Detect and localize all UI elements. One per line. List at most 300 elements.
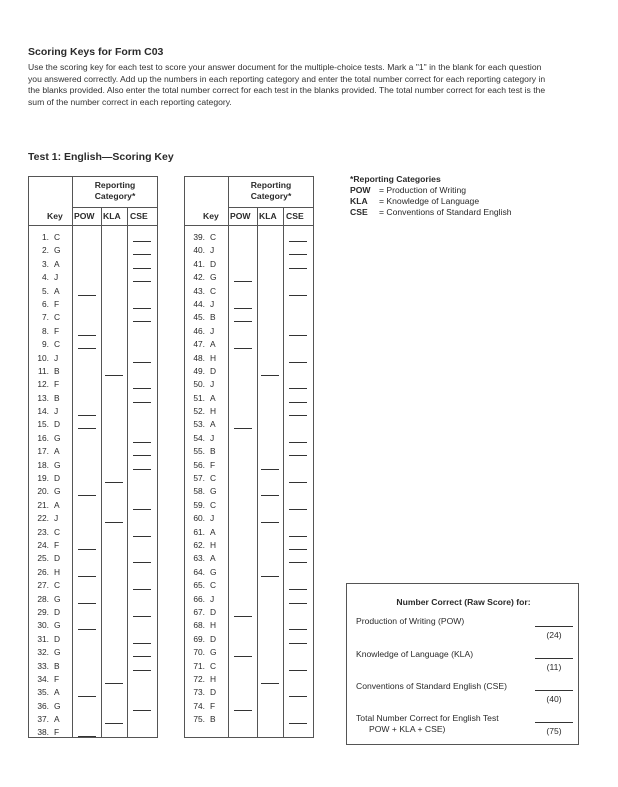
score-blank-cse[interactable]	[133, 442, 151, 443]
question-number: 73.	[193, 687, 205, 698]
answer-row	[28, 286, 158, 299]
question-number: 71.	[193, 660, 205, 671]
answer-key: D	[210, 606, 217, 617]
question-number: 75.	[193, 714, 205, 725]
reporting-category-header: Reporting Category*	[94, 180, 136, 201]
answer-key: A	[54, 687, 60, 698]
score-blank-cse[interactable]	[289, 562, 307, 563]
question-number: 6.	[42, 298, 49, 309]
answer-row	[184, 540, 314, 553]
score-blank-pow[interactable]	[78, 576, 96, 577]
answer-key: D	[54, 473, 61, 484]
answer-key: H	[210, 406, 217, 417]
answer-row	[28, 460, 158, 473]
cse-column-header: CSE	[130, 211, 148, 221]
question-number: 61.	[193, 526, 205, 537]
answer-key: B	[54, 365, 60, 376]
score-blank-pow[interactable]	[78, 629, 96, 630]
question-number: 9.	[42, 339, 49, 350]
question-number: 23.	[37, 526, 49, 537]
question-number: 49.	[193, 365, 205, 376]
answer-key: D	[210, 365, 217, 376]
answer-key: G	[210, 647, 217, 658]
answer-row	[28, 687, 158, 700]
total-max: (75)	[546, 726, 562, 736]
answer-key: A	[54, 258, 60, 269]
question-number: 34.	[37, 673, 49, 684]
key-column-header: Key	[47, 211, 63, 221]
answer-key: G	[54, 700, 61, 711]
score-blank-cse[interactable]	[133, 308, 151, 309]
score-blank-cse[interactable]	[133, 362, 151, 363]
answer-key: C	[54, 232, 61, 242]
score-blank-cse[interactable]	[289, 629, 307, 630]
answer-key: D	[54, 633, 61, 644]
answer-key: G	[210, 566, 217, 577]
score-blank-cse[interactable]	[289, 455, 307, 456]
pow-column-header: POW	[230, 211, 251, 221]
answer-row	[184, 232, 314, 245]
score-blank-kla[interactable]	[261, 375, 279, 376]
answer-row	[184, 299, 314, 312]
answer-row	[28, 245, 158, 258]
kla-column-header: KLA	[259, 211, 277, 221]
score-blank-pow[interactable]	[78, 603, 96, 604]
answer-row	[184, 714, 314, 727]
answer-row	[184, 661, 314, 674]
question-number: 65.	[193, 580, 205, 591]
answer-row	[28, 419, 158, 432]
answer-row	[28, 661, 158, 674]
question-number: 74.	[193, 700, 205, 711]
answer-row	[28, 553, 158, 566]
question-number: 43.	[193, 285, 205, 296]
question-number: 64.	[193, 566, 205, 577]
legend-item-kla: KLA = Knowledge of Language	[350, 196, 480, 206]
answer-key: F	[54, 325, 60, 336]
scoring-key-table-1	[28, 176, 158, 738]
score-blank-cse[interactable]	[289, 509, 307, 510]
answer-key: A	[54, 499, 60, 510]
question-number: 10.	[37, 352, 49, 363]
score-blank-cse[interactable]	[133, 254, 151, 255]
answer-row	[28, 634, 158, 647]
score-blank-pow[interactable]	[78, 295, 96, 296]
score-blank-cse[interactable]	[133, 670, 151, 671]
answer-row	[28, 647, 158, 660]
scoring-key-table-2	[184, 176, 314, 738]
pow-max: (24)	[546, 630, 562, 640]
question-number: 3.	[42, 258, 49, 269]
legend-item-cse: CSE = Conventions of Standard English	[350, 207, 512, 217]
answer-row	[28, 527, 158, 540]
answer-key: A	[54, 446, 60, 457]
answer-key: F	[54, 673, 60, 684]
score-blank-kla[interactable]	[105, 482, 123, 483]
cse-score-blank[interactable]	[535, 690, 573, 691]
answer-row	[184, 379, 314, 392]
question-number: 38.	[37, 727, 49, 738]
answer-key: A	[210, 526, 216, 537]
answer-row	[28, 259, 158, 272]
question-number: 15.	[37, 419, 49, 430]
score-blank-kla[interactable]	[261, 683, 279, 684]
score-blank-cse[interactable]	[289, 335, 307, 336]
answer-row	[184, 460, 314, 473]
answer-row	[184, 366, 314, 379]
score-blank-pow[interactable]	[78, 428, 96, 429]
score-blank-cse[interactable]	[133, 281, 151, 282]
answer-key: F	[54, 539, 60, 550]
answer-row	[184, 687, 314, 700]
page-title: Scoring Keys for Form C03	[28, 46, 164, 58]
score-blank-cse[interactable]	[133, 509, 151, 510]
answer-key: J	[210, 379, 215, 390]
kla-max: (11)	[546, 662, 562, 672]
score-blank-cse[interactable]	[289, 442, 307, 443]
answer-row	[184, 473, 314, 486]
answer-key: G	[54, 486, 61, 497]
score-blank-pow[interactable]	[234, 308, 252, 309]
answer-key: A	[54, 714, 60, 725]
answer-key: D	[210, 633, 217, 644]
question-number: 27.	[37, 580, 49, 591]
answer-key: A	[210, 553, 216, 564]
score-blank-cse[interactable]	[133, 388, 151, 389]
question-number: 40.	[193, 245, 205, 256]
answer-row	[28, 326, 158, 339]
answer-row	[184, 406, 314, 419]
test-title: Test 1: English—Scoring Key	[28, 151, 174, 163]
question-number: 66.	[193, 593, 205, 604]
answer-key: J	[54, 272, 59, 283]
score-blank-pow[interactable]	[78, 335, 96, 336]
question-number: 21.	[37, 499, 49, 510]
question-number: 50.	[193, 379, 205, 390]
answer-row	[28, 379, 158, 392]
number-correct-box	[346, 583, 579, 745]
score-blank-cse[interactable]	[133, 656, 151, 657]
answer-row	[184, 312, 314, 325]
answer-key: C	[210, 285, 217, 296]
question-number: 7.	[42, 312, 49, 323]
answer-key: G	[54, 432, 61, 443]
question-number: 46.	[193, 325, 205, 336]
answer-row	[28, 232, 158, 245]
score-blank-kla[interactable]	[261, 576, 279, 577]
answer-row	[184, 567, 314, 580]
answer-row	[28, 567, 158, 580]
question-number: 72.	[193, 673, 205, 684]
score-blank-kla[interactable]	[105, 723, 123, 724]
score-blank-pow[interactable]	[78, 415, 96, 416]
answer-row	[184, 446, 314, 459]
score-blank-cse[interactable]	[289, 241, 307, 242]
score-blank-cse[interactable]	[133, 241, 151, 242]
answer-key: B	[210, 714, 216, 725]
score-blank-kla[interactable]	[105, 375, 123, 376]
question-number: 59.	[193, 499, 205, 510]
score-blank-cse[interactable]	[289, 643, 307, 644]
score-blank-cse[interactable]	[289, 362, 307, 363]
question-number: 56.	[193, 459, 205, 470]
answer-key: J	[210, 245, 215, 256]
answer-row	[28, 406, 158, 419]
score-blank-pow[interactable]	[78, 549, 96, 550]
score-blank-kla[interactable]	[261, 469, 279, 470]
score-blank-pow[interactable]	[234, 348, 252, 349]
score-blank-pow[interactable]	[234, 616, 252, 617]
answer-row	[184, 259, 314, 272]
score-blank-cse[interactable]	[133, 589, 151, 590]
kla-score-blank[interactable]	[535, 658, 573, 659]
cse-score-label: Conventions of Standard English (CSE)	[356, 681, 507, 691]
question-number: 42.	[193, 272, 205, 283]
question-number: 32.	[37, 647, 49, 658]
answer-key: H	[210, 673, 217, 684]
kla-score-label: Knowledge of Language (KLA)	[356, 649, 474, 659]
score-blank-pow[interactable]	[78, 495, 96, 496]
answer-key: H	[54, 566, 61, 577]
answer-key: G	[54, 245, 61, 256]
question-number: 51.	[193, 392, 205, 403]
answer-row	[184, 353, 314, 366]
score-blank-cse[interactable]	[289, 723, 307, 724]
answer-row	[184, 553, 314, 566]
answer-key: G	[54, 459, 61, 470]
question-number: 44.	[193, 298, 205, 309]
question-number: 52.	[193, 406, 205, 417]
answer-row	[28, 339, 158, 352]
score-blank-pow[interactable]	[234, 281, 252, 282]
answer-key: G	[210, 486, 217, 497]
answer-rows	[28, 232, 158, 741]
answer-row	[184, 647, 314, 660]
answer-key: C	[210, 473, 217, 484]
answer-key: G	[210, 272, 217, 283]
total-score-blank[interactable]	[535, 722, 573, 723]
question-number: 26.	[37, 566, 49, 577]
answer-row	[28, 299, 158, 312]
question-number: 45.	[193, 312, 205, 323]
question-number: 57.	[193, 473, 205, 484]
question-number: 4.	[42, 272, 49, 283]
answer-key: F	[210, 700, 216, 711]
answer-key: A	[210, 419, 216, 430]
answer-row	[184, 607, 314, 620]
score-blank-kla[interactable]	[261, 495, 279, 496]
answer-row	[184, 527, 314, 540]
answer-key: C	[54, 339, 61, 350]
answer-row	[184, 500, 314, 513]
answer-key: D	[54, 606, 61, 617]
question-number: 68.	[193, 620, 205, 631]
total-score-formula: POW + KLA + CSE)	[369, 724, 446, 734]
question-number: 8.	[42, 325, 49, 336]
question-number: 69.	[193, 633, 205, 644]
answer-row	[184, 594, 314, 607]
score-blank-cse[interactable]	[133, 402, 151, 403]
score-blank-cse[interactable]	[289, 388, 307, 389]
score-blank-cse[interactable]	[289, 268, 307, 269]
answer-row	[28, 580, 158, 593]
answer-row	[184, 674, 314, 687]
answer-row	[184, 513, 314, 526]
answer-key: J	[210, 513, 215, 524]
score-blank-cse[interactable]	[289, 254, 307, 255]
question-number: 36.	[37, 700, 49, 711]
score-blank-pow[interactable]	[78, 696, 96, 697]
answer-key: C	[54, 580, 61, 591]
score-blank-kla[interactable]	[105, 683, 123, 684]
question-number: 30.	[37, 620, 49, 631]
answer-key: D	[210, 258, 217, 269]
score-blank-cse[interactable]	[289, 696, 307, 697]
answer-key: F	[54, 298, 60, 309]
answer-row	[28, 714, 158, 727]
question-number: 12.	[37, 379, 49, 390]
answer-key: B	[210, 312, 216, 323]
answer-key: G	[54, 620, 61, 631]
answer-key: F	[54, 379, 60, 390]
question-number: 2.	[42, 245, 49, 256]
score-blank-pow[interactable]	[234, 656, 252, 657]
score-blank-cse[interactable]	[289, 482, 307, 483]
answer-row	[184, 286, 314, 299]
answer-key: J	[210, 593, 215, 604]
answer-key: J	[54, 352, 59, 363]
question-number: 53.	[193, 419, 205, 430]
answer-key: C	[54, 312, 61, 323]
answer-row	[184, 245, 314, 258]
answer-key: C	[54, 526, 61, 537]
answer-key: D	[54, 419, 61, 430]
reporting-categories-legend	[350, 174, 512, 218]
answer-key: H	[210, 620, 217, 631]
score-blank-cse[interactable]	[289, 295, 307, 296]
question-number: 60.	[193, 513, 205, 524]
score-blank-cse[interactable]	[133, 616, 151, 617]
question-number: 63.	[193, 553, 205, 564]
answer-row	[28, 727, 158, 740]
answer-key: B	[54, 392, 60, 403]
answer-row	[28, 701, 158, 714]
answer-key: J	[210, 298, 215, 309]
question-number: 14.	[37, 406, 49, 417]
instructions-text: Use the scoring key for each test to score your answer document for the multiple-choice tests. Mark a "1" in the blank for each question you answered correctly. Add up the numbers in each reporting category and enter the total number correct for each reporting category in the blanks provided. Also enter the total number correct for each test in the blanks provided. The total number correct for each test is the sum of the number correct in each reporting category.	[28, 62, 546, 107]
question-number: 5.	[42, 285, 49, 296]
answer-key: J	[210, 325, 215, 336]
score-blank-cse[interactable]	[289, 603, 307, 604]
score-blank-cse[interactable]	[289, 536, 307, 537]
answer-row	[28, 500, 158, 513]
question-number: 35.	[37, 687, 49, 698]
question-number: 16.	[37, 432, 49, 443]
answer-row	[184, 393, 314, 406]
answer-row	[184, 272, 314, 285]
score-blank-pow[interactable]	[234, 321, 252, 322]
answer-key: F	[54, 727, 60, 738]
answer-key: C	[210, 499, 217, 510]
key-column-header: Key	[203, 211, 219, 221]
answer-row	[184, 634, 314, 647]
score-blank-cse[interactable]	[133, 469, 151, 470]
answer-row	[28, 473, 158, 486]
answer-key: A	[54, 285, 60, 296]
question-number: 39.	[193, 232, 205, 242]
answer-row	[28, 674, 158, 687]
score-blank-cse[interactable]	[133, 455, 151, 456]
score-blank-kla[interactable]	[105, 522, 123, 523]
question-number: 54.	[193, 432, 205, 443]
answer-key: J	[54, 513, 59, 524]
answer-row	[28, 486, 158, 499]
question-number: 62.	[193, 539, 205, 550]
kla-column-header: KLA	[103, 211, 121, 221]
score-blank-cse[interactable]	[289, 402, 307, 403]
question-number: 48.	[193, 352, 205, 363]
pow-column-header: POW	[74, 211, 95, 221]
pow-score-label: Production of Writing (POW)	[356, 616, 465, 626]
score-blank-cse[interactable]	[289, 589, 307, 590]
score-blank-cse[interactable]	[289, 549, 307, 550]
answer-key: G	[54, 647, 61, 658]
answer-key: C	[210, 660, 217, 671]
answer-row	[184, 326, 314, 339]
score-blank-pow[interactable]	[234, 710, 252, 711]
answer-row	[28, 513, 158, 526]
score-blank-cse[interactable]	[133, 562, 151, 563]
question-number: 37.	[37, 714, 49, 725]
score-blank-pow[interactable]	[78, 348, 96, 349]
question-number: 67.	[193, 606, 205, 617]
question-number: 11.	[37, 365, 49, 376]
pow-score-blank[interactable]	[535, 626, 573, 627]
score-blank-kla[interactable]	[261, 522, 279, 523]
question-number: 19.	[37, 473, 49, 484]
question-number: 22.	[37, 513, 49, 524]
score-blank-cse[interactable]	[289, 670, 307, 671]
score-blank-cse[interactable]	[133, 643, 151, 644]
legend-heading: *Reporting Categories	[350, 174, 441, 184]
answer-row	[28, 366, 158, 379]
question-number: 17.	[37, 446, 49, 457]
question-number: 29.	[37, 606, 49, 617]
score-blank-cse[interactable]	[133, 710, 151, 711]
score-blank-cse[interactable]	[133, 268, 151, 269]
score-blank-cse[interactable]	[133, 321, 151, 322]
reporting-category-header: Reporting Category*	[250, 180, 292, 201]
score-blank-cse[interactable]	[289, 415, 307, 416]
score-blank-pow[interactable]	[234, 428, 252, 429]
answer-key: D	[54, 553, 61, 564]
answer-row	[184, 620, 314, 633]
answer-rows	[184, 232, 314, 727]
answer-row	[28, 540, 158, 553]
answer-row	[28, 607, 158, 620]
score-blank-cse[interactable]	[133, 536, 151, 537]
answer-key: F	[210, 459, 216, 470]
question-number: 25.	[37, 553, 49, 564]
answer-row	[28, 393, 158, 406]
answer-row	[28, 594, 158, 607]
number-correct-title: Number Correct (Raw Score) for:	[396, 597, 531, 607]
question-number: 47.	[193, 339, 205, 350]
score-blank-pow[interactable]	[78, 736, 96, 737]
answer-key: J	[210, 432, 215, 443]
total-score-label: Total Number Correct for English Test	[356, 713, 499, 723]
answer-row	[28, 272, 158, 285]
